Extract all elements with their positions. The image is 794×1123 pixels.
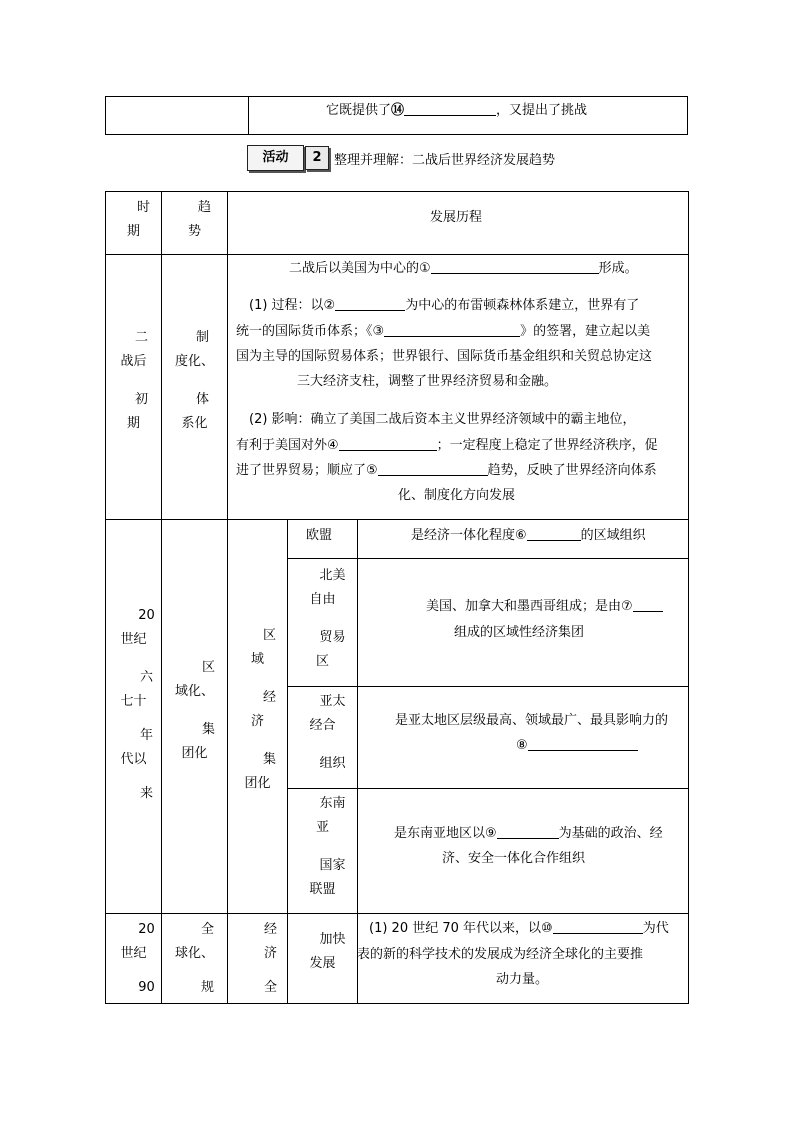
nafta-desc-l2: 组成的区域性经济集团	[454, 625, 585, 640]
top-row-text: 它既提供了⑭ ，又提出了挑战	[326, 103, 588, 118]
regional-trend: 区 域化、 集 团化	[174, 660, 215, 761]
postwar-p2-l4: 化、制度化方向发展	[398, 488, 516, 503]
asean-name: 东南 亚 国家 联盟	[309, 796, 346, 897]
global-desc-l2: 表的新的科学技术的发展成为经济全球化的主要推	[357, 947, 644, 962]
postwar-p2-l1: (2) 影响：确立了美国二战后资本主义世界经济领域中的霸主地位，	[249, 412, 636, 427]
global-trend: 全 球化、 规	[174, 922, 214, 995]
header-trend: 趋 势	[187, 200, 211, 239]
global-period: 20 世纪 90	[120, 922, 155, 995]
asean-desc-l2: 济、安全一体化合作组织	[442, 851, 586, 866]
apec-desc-l1: 是亚太地区层级最高、领域最广、最具影响力的	[395, 713, 669, 728]
apec-desc-l2: ⑧	[516, 736, 638, 755]
eu-desc: 是经济一体化程度⑥ 的区域组织	[411, 528, 646, 543]
header-history: 发展历程	[430, 210, 483, 225]
postwar-p2-l2: 有利于美国对外④ ；一定程度上稳定了世界经济秩序，促	[236, 438, 658, 453]
global-desc-l3: 动力量。	[496, 972, 549, 987]
global-sub: 加快 发展	[309, 932, 346, 971]
global-desc-l1: (1) 20 世纪 70 年代以来，以⑩ 为代	[369, 921, 669, 936]
postwar-p2-l3: 进了世界贸易；顺应了⑤ 趋势，反映了世界经济向体系	[236, 463, 657, 478]
postwar-line1: 二战后以美国为中心的① 形成。	[289, 261, 638, 276]
regional-period: 20 世纪 六 七十 年 代以 来	[120, 608, 155, 801]
postwar-p1-l2: 统一的国际货币体系；《③ 》的签署，建立起以美	[236, 324, 651, 339]
postwar-trend: 制 度化、 体 系化	[174, 330, 214, 431]
regional-group: 区 域 经 济 集 团化	[244, 628, 276, 791]
postwar-p1-l4: 三大经济支柱，调整了世界经济贸易和金融。	[297, 374, 558, 389]
postwar-p1-l1: (1) 过程：以② 为中心的布雷顿森林体系建立，世界有了	[249, 298, 640, 313]
postwar-p1-l3: 国为主导的国际贸易体系；世界银行、国际货币基金组织和关贸总协定这	[236, 349, 653, 364]
activity-title: 整理并理解：二战后世界经济发展趋势	[334, 153, 556, 168]
header-period: 时 期	[126, 200, 150, 239]
nafta-name: 北美 自由 贸易 区	[309, 568, 346, 669]
asean-desc-l1: 是东南亚地区以⑨ 为基础的政治、经	[394, 826, 663, 841]
eu-name: 欧盟	[306, 528, 333, 543]
apec-name: 亚太 经合 组织	[309, 694, 346, 771]
postwar-period: 二 战后 初 期	[120, 330, 148, 431]
global-group: 经 济 全	[263, 922, 277, 995]
nafta-desc-l1: 美国、加拿大和墨西哥组成；是由⑦	[426, 597, 663, 616]
